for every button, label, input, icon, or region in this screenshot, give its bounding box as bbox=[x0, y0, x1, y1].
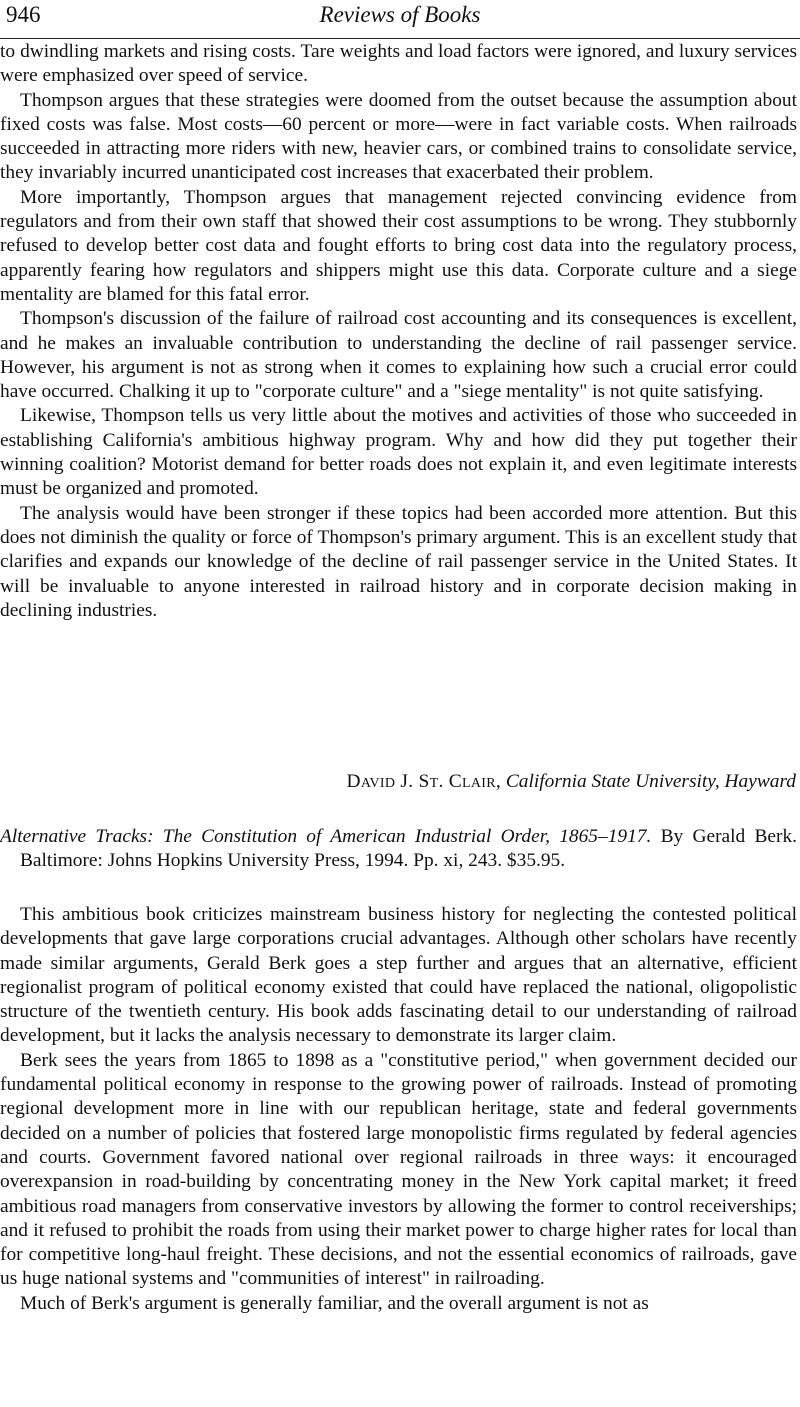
paragraph: to dwindling markets and rising costs. Tare weights and load factors were ignored, and luxury services were emphasized over speed of service. bbox=[0, 41, 797, 87]
review-body-thompson bbox=[0, 40, 797, 623]
page-header bbox=[0, 2, 800, 34]
page-number: 946 bbox=[6, 2, 41, 27]
book-citation bbox=[0, 825, 797, 873]
paragraph: Berk sees the years from 1865 to 1898 as a "constitutive period," when government decided our fundamental political economy in response to the growing power of railroads. Instead of promoting regional development more in line with our republican heritage, state and federal governments decided on a number of policies that fostered large monopolistic firms regulated by federal agencies and courts. Government favored national over regional railroads in three ways: it encouraged overexpansion in road-building by concentrating money in the New York capital market; it freed ambitious road managers from conservative investors by allowing the former to control receiverships; and it refused to prohibit the roads from using their market power to charge higher rates for local than for competitive long-haul freight. These decisions, and not the essential economics of railroads, gave us huge national systems and "communities of interest" in railroading. bbox=[0, 1049, 797, 1290]
reviewer-affiliation: California State University, Hayward bbox=[505, 771, 796, 792]
running-head: Reviews of Books bbox=[319, 2, 481, 27]
paragraph: This ambitious book criticizes mainstream business history for neglecting the contested political developments that gave large corporations crucial advantages. Although other scholars have recently made similar arguments, Gerald Berk goes a step further and argues that an alternative, efficient regionalist program of political economy existed that could have replaced the national, oligopolistic structure of the twentieth century. His book adds fascinating detail to our understanding of railroad development, but it lacks the analysis necessary to demonstrate its larger claim. bbox=[0, 904, 797, 1047]
header-rule bbox=[0, 38, 800, 39]
review-body-berk bbox=[0, 903, 797, 1316]
paragraph: Much of Berk's argument is generally familiar, and the overall argument is not as bbox=[20, 1292, 649, 1314]
reviewer-name: David J. St. Clair, bbox=[346, 771, 501, 792]
paragraph: More importantly, Thompson argues that management rejected convincing evidence from regulators and from their own staff that showed their cost assumptions to be wrong. They stubbornly refused to develop better cost data and fought efforts to bring cost data into the regulatory process, apparently fearing how regulators and shippers might use this data. Corporate culture and a siege mentality are blamed for this fatal error. bbox=[0, 186, 797, 305]
paragraph: Thompson's discussion of the failure of railroad cost accounting and its consequences is excellent, and he makes an invaluable contribution to understanding the decline of rail passenger service. However, his argument is not as strong when it comes to explaining how such a crucial error could have occurred. Chalking it up to "corporate culture" and a "siege mentality" is not quite satisfying. bbox=[0, 308, 797, 403]
paragraph: The analysis would have been stronger if these topics had been accorded more attention. But this does not diminish the quality or force of Thompson's primary argument. This is an excellent study that clarifies and expands our knowledge of the decline of rail passenger service in the United States. It will be invaluable to anyone interested in railroad history and in corporate decision making in declining industries. bbox=[0, 502, 797, 621]
book-details: By Gerald Berk. Baltimore: Johns Hopkins University Press, 1994. Pp. xi, 243. $35.95. bbox=[20, 826, 798, 871]
reviewer-signature bbox=[347, 770, 796, 794]
paragraph: Likewise, Thompson tells us very little about the motives and activities of those who succeeded in establishing California's ambitious highway program. Why and how did they put together their winning coalition? Motorist demand for better roads does not explain it, and even legitimate interests must be organized and promoted. bbox=[0, 405, 797, 500]
book-title: Alternative Tracks: The Constitution of American Industrial Order, 1865–1917. bbox=[0, 826, 652, 847]
paragraph: Thompson argues that these strategies were doomed from the outset because the assumption about fixed costs was false. Most costs—60 percent or more—were in fact variable costs. When railroads succeeded in attracting more riders with new, heavier cars, or combined trains to consolidate service, they invariably incurred unanticipated cost increases that exacerbated their problem. bbox=[0, 89, 797, 184]
